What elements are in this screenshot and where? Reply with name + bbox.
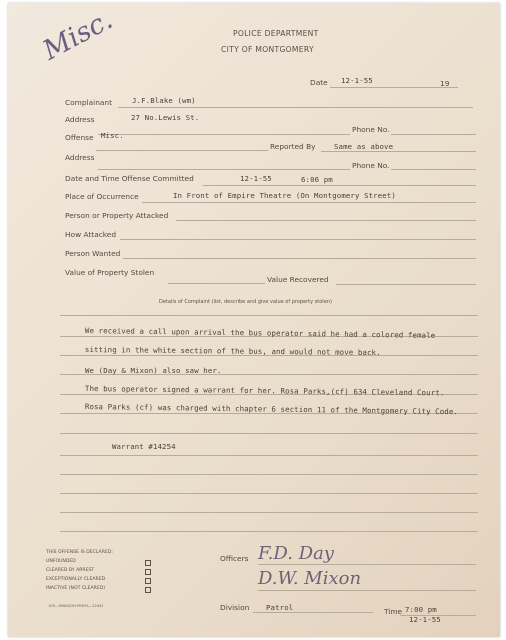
narrative-line — [60, 315, 478, 316]
year-prefix: 19 — [440, 79, 450, 88]
datetime-label: Date and Time Offense Committed — [65, 174, 194, 183]
status-option: UNFOUNDED — [46, 559, 76, 564]
offense-line — [96, 150, 268, 151]
value-stolen-label: Value of Property Stolen — [65, 268, 155, 277]
warrant-number: Warrant #14254 — [112, 442, 176, 451]
complainant-value: J.F.Blake (wm) — [132, 96, 196, 105]
value-stolen-line — [168, 283, 265, 284]
phone-line — [391, 134, 476, 135]
officer-signature-mixon: D.W. Mixon — [258, 568, 362, 589]
how-attacked-label: How Attacked — [65, 230, 117, 239]
place-value: In Front of Empire Theatre (On Montgomery Street) — [173, 191, 396, 200]
narrative-text: Rosa Parks (cf) was charged with chapter 6 section 11 of the Montgomery City Code. — [84, 402, 459, 417]
address2-label: Address — [65, 153, 95, 162]
offense-value: Misc. — [101, 131, 124, 140]
date-line — [330, 87, 458, 88]
narrative-line — [60, 474, 478, 475]
reported-by-line — [321, 151, 476, 152]
officer-line-1 — [258, 564, 476, 565]
narrative-line — [60, 512, 478, 513]
status-option: CLEARED BY ARREST — [46, 568, 95, 573]
checkbox-inactive[interactable] — [145, 587, 151, 593]
checkbox-exceptionally-cleared[interactable] — [145, 578, 151, 584]
department-heading: POLICE DEPARTMENT — [233, 29, 319, 38]
datetime-line — [203, 185, 476, 186]
person-wanted-label: Person Wanted — [65, 249, 121, 258]
datetime-date: 12-1-55 — [240, 174, 272, 183]
place-label: Place of Occurrence — [65, 192, 139, 201]
offense-label: Offense — [65, 133, 94, 142]
phone2-label: Phone No. — [352, 161, 390, 170]
officers-label: Officers — [220, 554, 249, 563]
time-value: 7:00 pm — [405, 605, 437, 614]
officer-signature-day: F.D. Day — [258, 543, 334, 564]
time-date: 12-1-55 — [409, 615, 441, 624]
division-line — [253, 612, 373, 613]
reported-by-value: Same as above — [334, 142, 394, 151]
time-label: Time — [384, 607, 403, 616]
person-wanted-line — [123, 258, 476, 259]
complainant-line — [118, 107, 473, 108]
complainant-label: Complainant — [65, 98, 113, 107]
status-option: INACTIVE (NOT CLEARED) — [46, 586, 106, 591]
police-report-form — [8, 3, 500, 637]
date-value: 12-1-55 — [341, 76, 373, 85]
details-heading: Details of Complaint (list, describe and give value of property stolen) — [159, 299, 332, 305]
address-line — [98, 134, 350, 135]
narrative-line — [60, 493, 478, 494]
narrative-line — [60, 531, 478, 532]
narrative-text: The bus operator signed a warrant for her. Rosa Parks,(cf) 634 Cleveland Court. — [84, 384, 445, 398]
value-recovered-label: Value Recovered — [267, 275, 329, 284]
checkbox-unfounded[interactable] — [145, 560, 151, 566]
phone2-line — [391, 169, 476, 170]
how-attacked-line — [120, 239, 476, 240]
status-option: EXCEPTIONALLY CLEARED — [46, 577, 106, 582]
address-label: Address — [65, 115, 95, 124]
datetime-time: 6:06 pm — [301, 175, 333, 184]
misc-handwritten-annotation: Misc. — [38, 4, 118, 67]
person-attacked-line — [176, 220, 476, 221]
officer-line-2 — [258, 590, 476, 591]
division-label: Division — [220, 603, 250, 612]
narrative-text: We received a call upon arrival the bus operator said he had a colored female — [84, 326, 436, 340]
narrative-text: sitting in the white section of the bus, and would not move back. — [84, 345, 381, 358]
date-label: Date — [310, 78, 328, 87]
reported-by-label: Reported By — [270, 142, 316, 151]
value-recovered-line — [336, 284, 476, 285]
status-title: THIS OFFENSE IS DECLARED: — [46, 550, 113, 555]
checkbox-cleared-by-arrest[interactable] — [145, 569, 151, 575]
address-value: 27 No.Lewis St. — [131, 113, 200, 122]
narrative-line — [60, 455, 478, 456]
person-attacked-label: Person or Property Attacked — [65, 211, 169, 220]
narrative-text: We (Day & Mixon) also saw her. — [85, 366, 222, 375]
narrative-line — [60, 433, 478, 434]
phone-label: Phone No. — [352, 125, 390, 134]
printer-imprint: 109—PARAGON PRESS—22441 — [48, 604, 104, 608]
address2-line — [98, 169, 350, 170]
division-value: Patrol — [266, 603, 294, 612]
city-heading: CITY OF MONTGOMERY — [221, 45, 314, 54]
place-line — [142, 202, 476, 203]
